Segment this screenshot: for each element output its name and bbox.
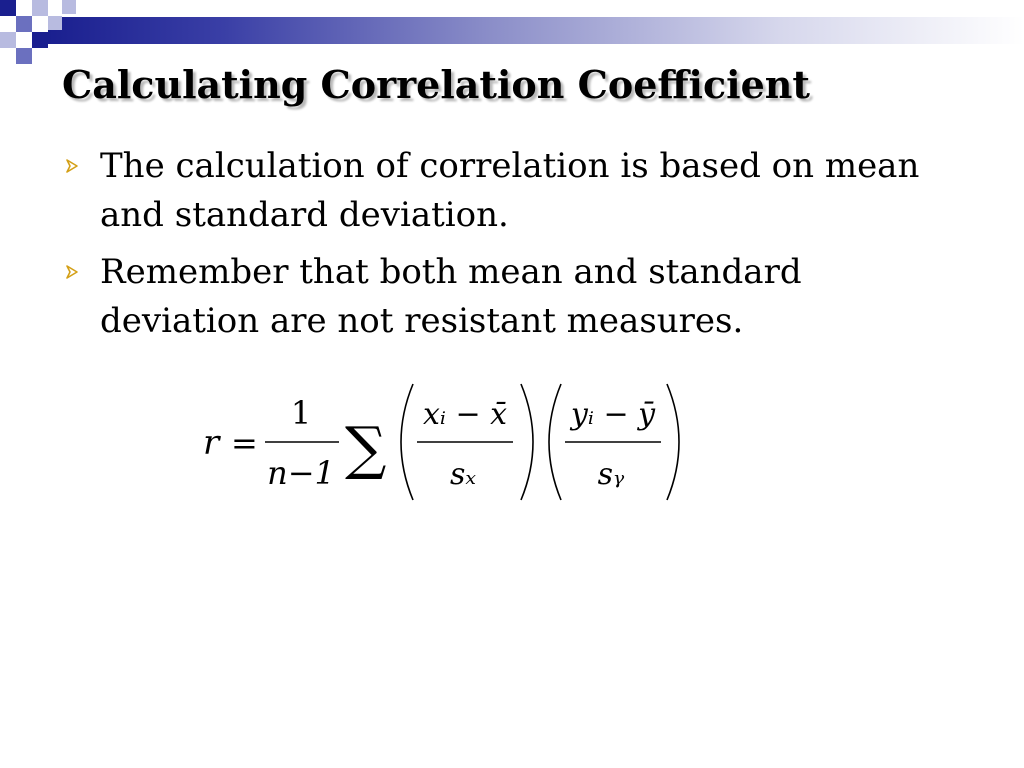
term2-numerator: yᵢ − ȳ xyxy=(570,397,656,432)
formula-denominator-1: n−1 xyxy=(267,454,335,492)
decor-square xyxy=(16,48,32,64)
bullet-list xyxy=(62,142,962,354)
left-paren xyxy=(401,384,413,500)
decor-square xyxy=(62,0,76,14)
decor-square xyxy=(32,32,48,48)
right-paren xyxy=(521,384,533,500)
decor-square xyxy=(48,16,62,30)
bullet-item xyxy=(62,248,962,346)
decor-square xyxy=(16,16,32,32)
correlation-formula xyxy=(195,372,695,512)
arrow-bullet-icon xyxy=(64,158,80,174)
term2-denominator: sᵧ xyxy=(597,457,625,492)
formula-equals: = xyxy=(231,424,258,462)
decor-square xyxy=(0,0,16,16)
bullet-text: The calculation of correlation is based on mean and standard deviation. xyxy=(100,146,920,235)
term1-denominator: sₓ xyxy=(449,457,477,492)
decor-square xyxy=(32,0,48,16)
decor-square xyxy=(0,32,16,48)
arrow-bullet-icon xyxy=(64,264,80,280)
slide-title: Calculating Correlation Coefficient xyxy=(62,62,810,107)
formula-numerator-1: 1 xyxy=(290,394,312,432)
bullet-text: Remember that both mean and standard deviation are not resistant measures. xyxy=(100,252,802,341)
left-paren xyxy=(549,384,561,500)
term1-numerator: xᵢ − x̄ xyxy=(422,397,508,432)
formula-r: r xyxy=(203,423,220,463)
header-gradient-bar xyxy=(48,17,1024,44)
right-paren xyxy=(667,384,679,500)
bullet-item xyxy=(62,142,962,240)
formula-sum: ∑ xyxy=(345,414,387,482)
